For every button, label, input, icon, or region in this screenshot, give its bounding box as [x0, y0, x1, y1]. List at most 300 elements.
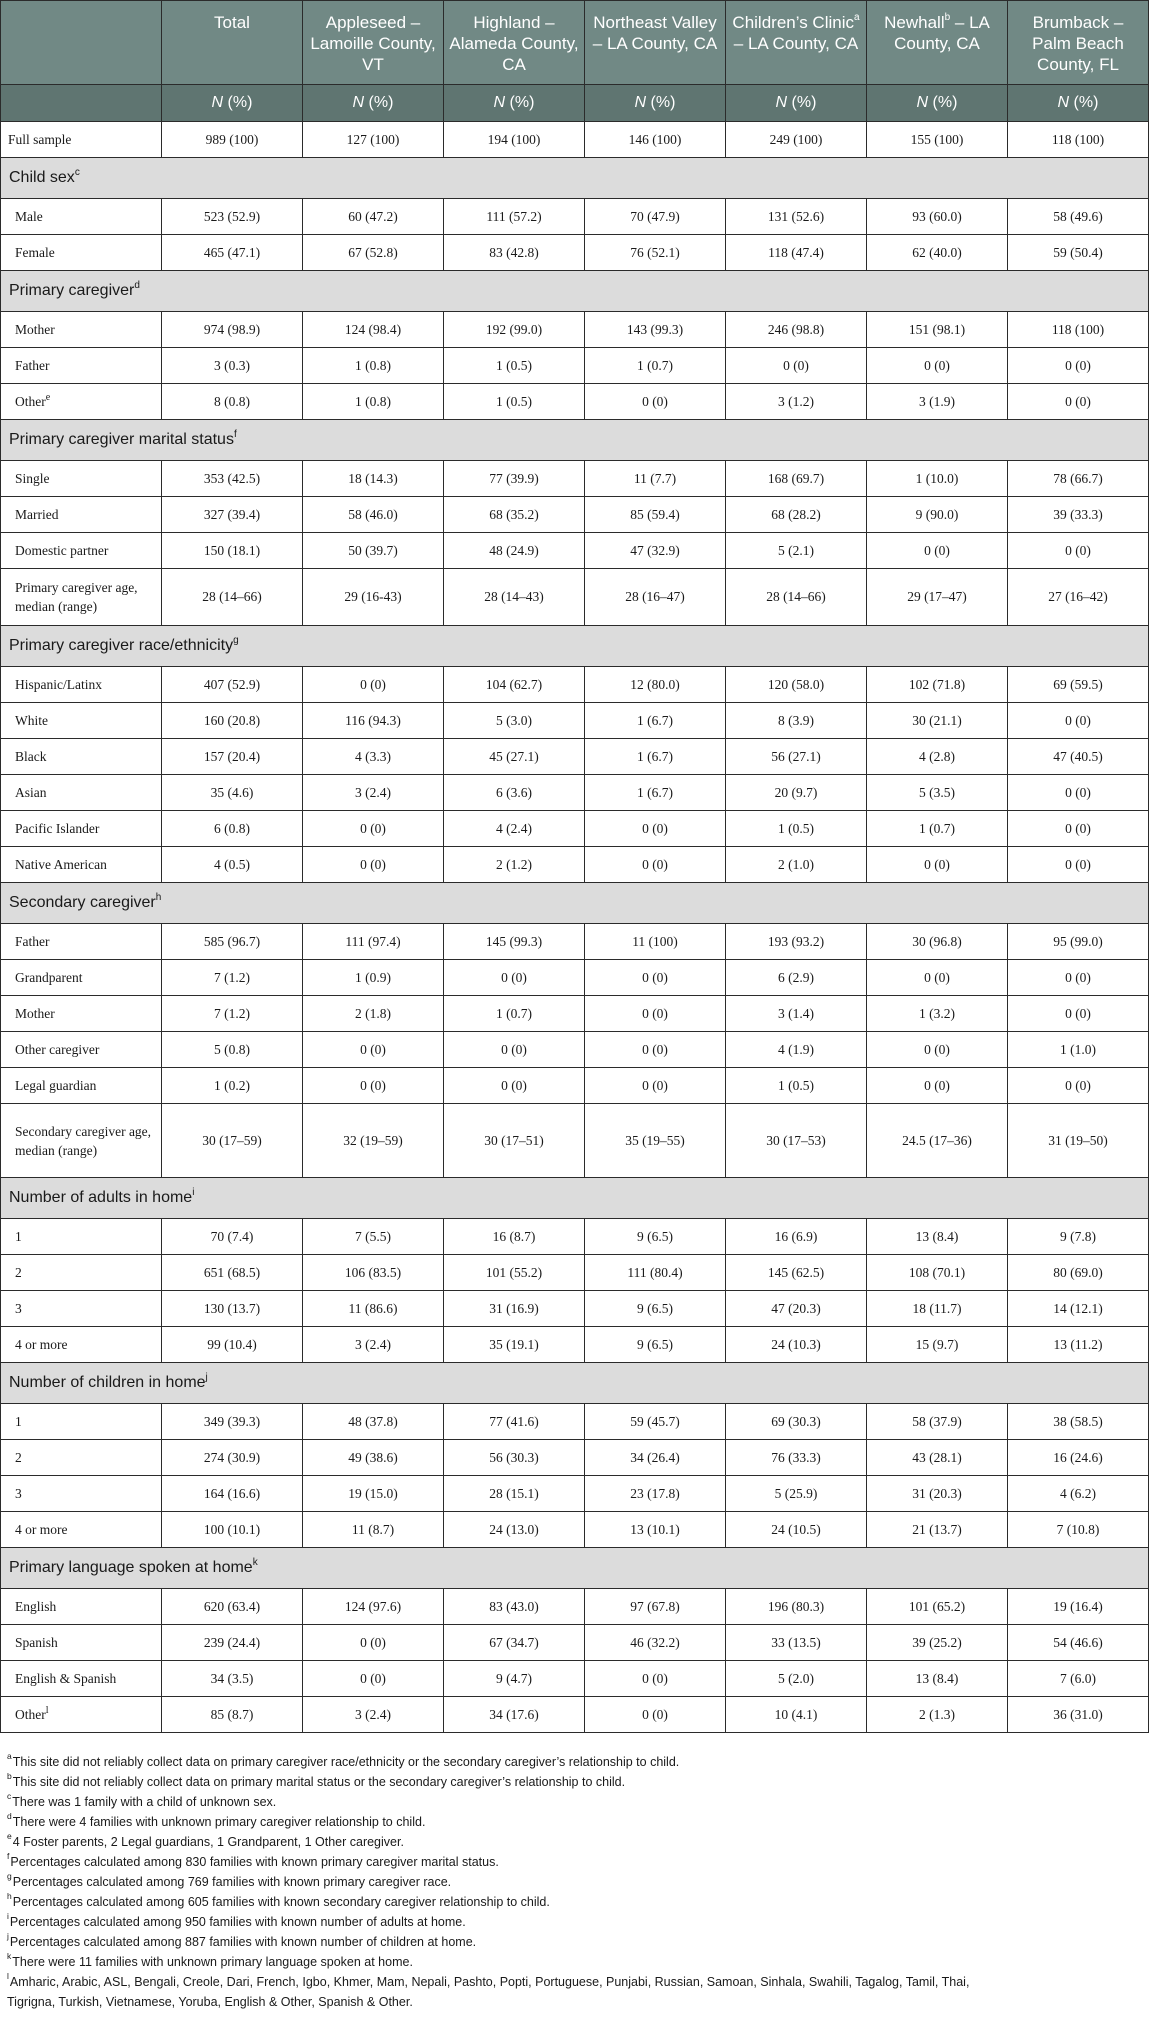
- table-cell: 2 (1.3): [867, 1697, 1008, 1733]
- table-cell: 31 (16.9): [444, 1291, 585, 1327]
- footnote: [7, 1952, 1147, 1972]
- section-title-cell: [1, 1178, 1149, 1219]
- unit-header: [444, 85, 585, 122]
- table-cell: 0 (0): [444, 1032, 585, 1068]
- table-cell: 0 (0): [1008, 996, 1149, 1032]
- row-label-cell: [1, 497, 162, 533]
- row-label: Married: [15, 507, 59, 522]
- column-header-label: Appleseed – Lamoille County, VT: [310, 13, 436, 74]
- footnote-marker: f: [233, 428, 237, 440]
- table-row: [1, 1104, 1149, 1178]
- table-cell: 4 (0.5): [162, 847, 303, 883]
- table-cell: 4 (2.4): [444, 811, 585, 847]
- table-cell: 100 (10.1): [162, 1512, 303, 1548]
- table-cell: 1 (0.8): [303, 348, 444, 384]
- table-row: [1, 960, 1149, 996]
- table-cell: 77 (39.9): [444, 461, 585, 497]
- table-cell: 15 (9.7): [867, 1327, 1008, 1363]
- table-cell: 76 (52.1): [585, 235, 726, 271]
- table-cell: 83 (43.0): [444, 1589, 585, 1625]
- table-row: [1, 847, 1149, 883]
- footnote-mark: a: [7, 1750, 12, 1761]
- table-cell: 9 (6.5): [585, 1327, 726, 1363]
- table-row: [1, 996, 1149, 1032]
- section-title-cell: [1, 1363, 1149, 1404]
- table-cell: 0 (0): [444, 960, 585, 996]
- table-cell: 0 (0): [1008, 1068, 1149, 1104]
- table-cell: 47 (20.3): [726, 1291, 867, 1327]
- table-cell: 35 (19.1): [444, 1327, 585, 1363]
- table-cell: 5 (2.1): [726, 533, 867, 569]
- table-cell: 68 (35.2): [444, 497, 585, 533]
- table-cell: 0 (0): [303, 811, 444, 847]
- table-cell: 0 (0): [1008, 533, 1149, 569]
- table-cell: 30 (17–53): [726, 1104, 867, 1178]
- row-label: Full sample: [1, 122, 162, 158]
- table-cell: 130 (13.7): [162, 1291, 303, 1327]
- table-cell: 54 (46.6): [1008, 1625, 1149, 1661]
- table-row: [1, 199, 1149, 235]
- table-row: [1, 569, 1149, 626]
- table-cell: 620 (63.4): [162, 1589, 303, 1625]
- table-row: [1, 1440, 1149, 1476]
- table-cell: 28 (14–43): [444, 569, 585, 626]
- table-cell: 39 (25.2): [867, 1625, 1008, 1661]
- row-label-cell: [1, 811, 162, 847]
- row-label-cell: [1, 1625, 162, 1661]
- row-label-cell: [1, 1291, 162, 1327]
- table-cell: 13 (10.1): [585, 1512, 726, 1548]
- row-label-cell: [1, 1219, 162, 1255]
- table-row: [1, 1291, 1149, 1327]
- row-label-cell: [1, 739, 162, 775]
- row-label: Other: [15, 1707, 46, 1722]
- table-cell: 6 (2.9): [726, 960, 867, 996]
- table-cell: 124 (97.6): [303, 1589, 444, 1625]
- table-cell: 16 (8.7): [444, 1219, 585, 1255]
- table-cell: 0 (0): [867, 1032, 1008, 1068]
- table-cell: 69 (30.3): [726, 1404, 867, 1440]
- table-cell: 9 (4.7): [444, 1661, 585, 1697]
- row-label-cell: [1, 1032, 162, 1068]
- table-cell: 60 (47.2): [303, 199, 444, 235]
- table-cell: 8 (0.8): [162, 384, 303, 420]
- table-cell: 0 (0): [1008, 847, 1149, 883]
- header-row-units: [1, 85, 1149, 122]
- section-title: Child sex: [9, 169, 75, 186]
- footnote-marker: k: [252, 1556, 258, 1568]
- footnote: [7, 1812, 1147, 1832]
- n-label: N: [634, 94, 647, 111]
- section-header-row: [1, 271, 1149, 312]
- row-label: Single: [15, 471, 50, 486]
- table-row: [1, 1476, 1149, 1512]
- pct-label: (%): [223, 94, 253, 111]
- section-title-cell: [1, 883, 1149, 924]
- table-cell: 407 (52.9): [162, 667, 303, 703]
- row-label: 2: [15, 1265, 22, 1280]
- footnote-marker: b: [944, 12, 951, 24]
- table-cell: 0 (0): [585, 1068, 726, 1104]
- footnote-text: Amharic, Arabic, ASL, Bengali, Creole, Dari, French, Igbo, Khmer, Mam, Nepali, Pashto, Popti, Portuguese, Punjabi, Russian, Samoan, Sinhala, Swahili, Tagalog, Tamil, Thai,: [9, 1975, 970, 1989]
- row-label-cell: [1, 199, 162, 235]
- table-row-full-sample: [1, 122, 1149, 158]
- table-cell: 104 (62.7): [444, 667, 585, 703]
- table-cell: 46 (32.2): [585, 1625, 726, 1661]
- footnote-text: Percentages calculated among 887 families with known number of children at home.: [9, 1935, 477, 1949]
- table-cell: 118 (100): [1008, 312, 1149, 348]
- table-cell: 1 (0.8): [303, 384, 444, 420]
- footnote-mark: c: [7, 1790, 12, 1801]
- table-cell: 0 (0): [867, 1068, 1008, 1104]
- footnote: [7, 1892, 1147, 1912]
- table-cell: 349 (39.3): [162, 1404, 303, 1440]
- table-cell: 5 (0.8): [162, 1032, 303, 1068]
- footnote-text: Percentages calculated among 769 families with known primary caregiver race.: [12, 1875, 452, 1889]
- table-cell: 19 (16.4): [1008, 1589, 1149, 1625]
- table-cell: 36 (31.0): [1008, 1697, 1149, 1733]
- section-title: Secondary caregiver: [9, 894, 156, 911]
- table-cell: 20 (9.7): [726, 775, 867, 811]
- table-cell: 353 (42.5): [162, 461, 303, 497]
- table-cell: 62 (40.0): [867, 235, 1008, 271]
- table-cell: 4 (3.3): [303, 739, 444, 775]
- table-row: [1, 1255, 1149, 1291]
- row-label: Black: [15, 749, 47, 764]
- table-cell: 1 (10.0): [867, 461, 1008, 497]
- section-title: Number of adults in home: [9, 1189, 193, 1206]
- table-cell: 30 (17–51): [444, 1104, 585, 1178]
- row-label-cell: [1, 1104, 162, 1178]
- section-title: Primary caregiver: [9, 282, 135, 299]
- table-cell: 116 (94.3): [303, 703, 444, 739]
- unit-header: [585, 85, 726, 122]
- table-cell: 39 (33.3): [1008, 497, 1149, 533]
- row-label-cell: [1, 667, 162, 703]
- table-row: [1, 1512, 1149, 1548]
- footnote: [7, 1872, 1147, 1892]
- table-cell: 106 (83.5): [303, 1255, 444, 1291]
- row-label: Other: [15, 394, 46, 409]
- table-cell: 59 (45.7): [585, 1404, 726, 1440]
- table-cell: 145 (62.5): [726, 1255, 867, 1291]
- table-row: [1, 533, 1149, 569]
- header-blank-cell: [1, 1, 162, 85]
- section-title: Primary caregiver marital status: [9, 431, 234, 448]
- footnote-mark: l: [7, 1970, 9, 1981]
- table-cell: 111 (57.2): [444, 199, 585, 235]
- table-cell: 465 (47.1): [162, 235, 303, 271]
- table-cell: 7 (10.8): [1008, 1512, 1149, 1548]
- footnote-mark: e: [7, 1830, 12, 1841]
- table-cell: 27 (16–42): [1008, 569, 1149, 626]
- table-cell: 95 (99.0): [1008, 924, 1149, 960]
- table-cell: 274 (30.9): [162, 1440, 303, 1476]
- column-header-label-rest: – LA County, CA: [894, 13, 990, 53]
- column-header: [444, 1, 585, 85]
- row-label: Primary caregiver age, median (range): [15, 580, 138, 614]
- footnote: [7, 1852, 1147, 1872]
- table-cell: 4 (1.9): [726, 1032, 867, 1068]
- row-label-cell: [1, 1440, 162, 1476]
- footnote-mark: d: [7, 1810, 12, 1821]
- table-cell: 56 (30.3): [444, 1440, 585, 1476]
- table-cell: 1 (0.5): [444, 384, 585, 420]
- table-row: [1, 1219, 1149, 1255]
- footnote-text: There were 11 families with unknown primary language spoken at home.: [12, 1955, 413, 1969]
- column-header: [867, 1, 1008, 85]
- table-cell: 0 (0): [444, 1068, 585, 1104]
- row-label-cell: [1, 996, 162, 1032]
- row-label: Pacific Islander: [15, 821, 100, 836]
- section-header-row: [1, 1178, 1149, 1219]
- table-cell: 146 (100): [585, 122, 726, 158]
- table-cell: 111 (80.4): [585, 1255, 726, 1291]
- table-cell: 13 (8.4): [867, 1219, 1008, 1255]
- row-label-cell: [1, 1697, 162, 1733]
- table-cell: 58 (46.0): [303, 497, 444, 533]
- footnote-mark: h: [7, 1890, 12, 1901]
- n-label: N: [775, 94, 788, 111]
- table-cell: 97 (67.8): [585, 1589, 726, 1625]
- footnote-marker: l: [45, 1704, 49, 1716]
- table-cell: 35 (19–55): [585, 1104, 726, 1178]
- table-cell: 1 (0.2): [162, 1068, 303, 1104]
- table-cell: 523 (52.9): [162, 199, 303, 235]
- footnote: [7, 1752, 1147, 1772]
- row-label: Other caregiver: [15, 1042, 100, 1057]
- row-label-cell: [1, 1661, 162, 1697]
- table-cell: 0 (0): [303, 847, 444, 883]
- section-title-cell: [1, 271, 1149, 312]
- row-label-cell: [1, 1404, 162, 1440]
- table-cell: 651 (68.5): [162, 1255, 303, 1291]
- table-cell: 0 (0): [303, 667, 444, 703]
- row-label: 4 or more: [15, 1337, 68, 1352]
- table-cell: 0 (0): [1008, 384, 1149, 420]
- table-cell: 43 (28.1): [867, 1440, 1008, 1476]
- table-cell: 24 (10.3): [726, 1327, 867, 1363]
- table-cell: 1 (6.7): [585, 739, 726, 775]
- table-cell: 14 (12.1): [1008, 1291, 1149, 1327]
- table-cell: 11 (86.6): [303, 1291, 444, 1327]
- table-cell: 4 (6.2): [1008, 1476, 1149, 1512]
- section-header-row: [1, 420, 1149, 461]
- table-cell: 11 (100): [585, 924, 726, 960]
- section-title-cell: [1, 420, 1149, 461]
- footnote-mark: k: [7, 1950, 12, 1961]
- table-cell: 33 (13.5): [726, 1625, 867, 1661]
- row-label-cell: [1, 461, 162, 497]
- row-label: Mother: [15, 1006, 55, 1021]
- column-header-label-rest: – LA County, CA: [733, 34, 859, 53]
- footnote: [7, 1932, 1147, 1952]
- row-label: Secondary caregiver age, median (range): [15, 1123, 152, 1158]
- pct-label: (%): [928, 94, 958, 111]
- table-cell: 974 (98.9): [162, 312, 303, 348]
- column-header-label: Newhall: [884, 13, 945, 32]
- footnote-mark: j: [7, 1930, 9, 1941]
- table-cell: 28 (14–66): [162, 569, 303, 626]
- table-cell: 0 (0): [585, 384, 726, 420]
- pct-label: (%): [1069, 94, 1099, 111]
- footnote-marker: h: [155, 891, 162, 903]
- footnote-text: Percentages calculated among 830 families with known primary caregiver marital status.: [10, 1855, 499, 1869]
- table-cell: 151 (98.1): [867, 312, 1008, 348]
- column-header: [726, 1, 867, 85]
- pct-label: (%): [505, 94, 535, 111]
- footnote-text: This site did not reliably collect data on primary marital status or the secondary caregiver’s relationship to child.: [12, 1775, 626, 1789]
- table-cell: 85 (8.7): [162, 1697, 303, 1733]
- table-cell: 192 (99.0): [444, 312, 585, 348]
- table-cell: 16 (24.6): [1008, 1440, 1149, 1476]
- table-cell: 70 (7.4): [162, 1219, 303, 1255]
- table-cell: 31 (20.3): [867, 1476, 1008, 1512]
- table-cell: 49 (38.6): [303, 1440, 444, 1476]
- table-cell: 127 (100): [303, 122, 444, 158]
- table-cell: 30 (17–59): [162, 1104, 303, 1178]
- table-cell: 0 (0): [303, 1661, 444, 1697]
- column-header: [1008, 1, 1149, 85]
- table-cell: 47 (40.5): [1008, 739, 1149, 775]
- table-cell: 13 (8.4): [867, 1661, 1008, 1697]
- table-cell: 21 (13.7): [867, 1512, 1008, 1548]
- table-row: [1, 1625, 1149, 1661]
- column-header-label: Total: [214, 13, 250, 32]
- table-cell: 34 (3.5): [162, 1661, 303, 1697]
- table-cell: 34 (26.4): [585, 1440, 726, 1476]
- table-cell: 24 (13.0): [444, 1512, 585, 1548]
- table-cell: 5 (2.0): [726, 1661, 867, 1697]
- table-cell: 3 (2.4): [303, 1327, 444, 1363]
- row-label: Male: [15, 209, 43, 224]
- table-cell: 118 (47.4): [726, 235, 867, 271]
- table-cell: 3 (1.2): [726, 384, 867, 420]
- table-cell: 18 (14.3): [303, 461, 444, 497]
- table-cell: 7 (6.0): [1008, 1661, 1149, 1697]
- row-label-cell: [1, 235, 162, 271]
- table-cell: 67 (52.8): [303, 235, 444, 271]
- header-row-sites: [1, 1, 1149, 85]
- table-cell: 101 (55.2): [444, 1255, 585, 1291]
- table-cell: 28 (15.1): [444, 1476, 585, 1512]
- row-label: Female: [15, 245, 55, 260]
- table-cell: 59 (50.4): [1008, 235, 1149, 271]
- table-cell: 585 (96.7): [162, 924, 303, 960]
- table-cell: 150 (18.1): [162, 533, 303, 569]
- table-cell: 13 (11.2): [1008, 1327, 1149, 1363]
- column-header-label: Northeast Valley – LA County, CA: [592, 13, 718, 53]
- table-cell: 9 (90.0): [867, 497, 1008, 533]
- n-label: N: [1057, 94, 1070, 111]
- footnote: [7, 1772, 1147, 1792]
- column-header-label: Highland – Alameda County, CA: [449, 13, 579, 74]
- table-cell: 8 (3.9): [726, 703, 867, 739]
- row-label-cell: [1, 1589, 162, 1625]
- table-cell: 118 (100): [1008, 122, 1149, 158]
- column-header: [585, 1, 726, 85]
- table-cell: 0 (0): [1008, 348, 1149, 384]
- table-cell: 11 (7.7): [585, 461, 726, 497]
- table-cell: 7 (5.5): [303, 1219, 444, 1255]
- table-cell: 58 (37.9): [867, 1404, 1008, 1440]
- table-cell: 2 (1.8): [303, 996, 444, 1032]
- table-cell: 58 (49.6): [1008, 199, 1149, 235]
- table-cell: 80 (69.0): [1008, 1255, 1149, 1291]
- table-cell: 78 (66.7): [1008, 461, 1149, 497]
- table-cell: 0 (0): [1008, 775, 1149, 811]
- row-label: White: [15, 713, 48, 728]
- row-label-cell: [1, 533, 162, 569]
- row-label: 1: [15, 1414, 22, 1429]
- table-cell: 56 (27.1): [726, 739, 867, 775]
- table-cell: 239 (24.4): [162, 1625, 303, 1661]
- row-label-cell: [1, 348, 162, 384]
- table-row: [1, 348, 1149, 384]
- table-cell: 1 (1.0): [1008, 1032, 1149, 1068]
- table-row: [1, 1697, 1149, 1733]
- table-cell: 157 (20.4): [162, 739, 303, 775]
- row-label: Hispanic/Latinx: [15, 677, 102, 692]
- section-header-row: [1, 626, 1149, 667]
- table-cell: 0 (0): [585, 811, 726, 847]
- table-cell: 50 (39.7): [303, 533, 444, 569]
- table-cell: 155 (100): [867, 122, 1008, 158]
- table-cell: 11 (8.7): [303, 1512, 444, 1548]
- table-cell: 120 (58.0): [726, 667, 867, 703]
- table-row: [1, 384, 1149, 420]
- table-cell: 48 (37.8): [303, 1404, 444, 1440]
- table-cell: 5 (25.9): [726, 1476, 867, 1512]
- table-cell: 168 (69.7): [726, 461, 867, 497]
- table-row: [1, 703, 1149, 739]
- section-title-cell: [1, 626, 1149, 667]
- table-cell: 3 (1.9): [867, 384, 1008, 420]
- footnote-marker: e: [45, 391, 51, 403]
- table-row: [1, 1032, 1149, 1068]
- n-label: N: [211, 94, 224, 111]
- unit-header: [726, 85, 867, 122]
- table-row: [1, 497, 1149, 533]
- section-title-cell: [1, 1548, 1149, 1589]
- table-cell: 28 (14–66): [726, 569, 867, 626]
- table-cell: 7 (1.2): [162, 960, 303, 996]
- table-cell: 83 (42.8): [444, 235, 585, 271]
- table-row: [1, 667, 1149, 703]
- table-cell: 1 (0.5): [726, 1068, 867, 1104]
- table-cell: 28 (16–47): [585, 569, 726, 626]
- pct-label: (%): [787, 94, 817, 111]
- table-cell: 0 (0): [1008, 811, 1149, 847]
- table-cell: 16 (6.9): [726, 1219, 867, 1255]
- table-cell: 24.5 (17–36): [867, 1104, 1008, 1178]
- row-label: Legal guardian: [15, 1078, 97, 1093]
- table-cell: 3 (2.4): [303, 1697, 444, 1733]
- section-header-row: [1, 158, 1149, 199]
- row-label-cell: [1, 1476, 162, 1512]
- n-label: N: [916, 94, 929, 111]
- table-cell: 45 (27.1): [444, 739, 585, 775]
- table-cell: 7 (1.2): [162, 996, 303, 1032]
- table-cell: 18 (11.7): [867, 1291, 1008, 1327]
- table-cell: 9 (6.5): [585, 1219, 726, 1255]
- table-cell: 35 (4.6): [162, 775, 303, 811]
- row-label: English: [15, 1599, 57, 1614]
- footnote-marker: i: [192, 1186, 195, 1198]
- table-cell: 327 (39.4): [162, 497, 303, 533]
- footnote: [7, 1792, 1147, 1812]
- row-label-cell: [1, 1327, 162, 1363]
